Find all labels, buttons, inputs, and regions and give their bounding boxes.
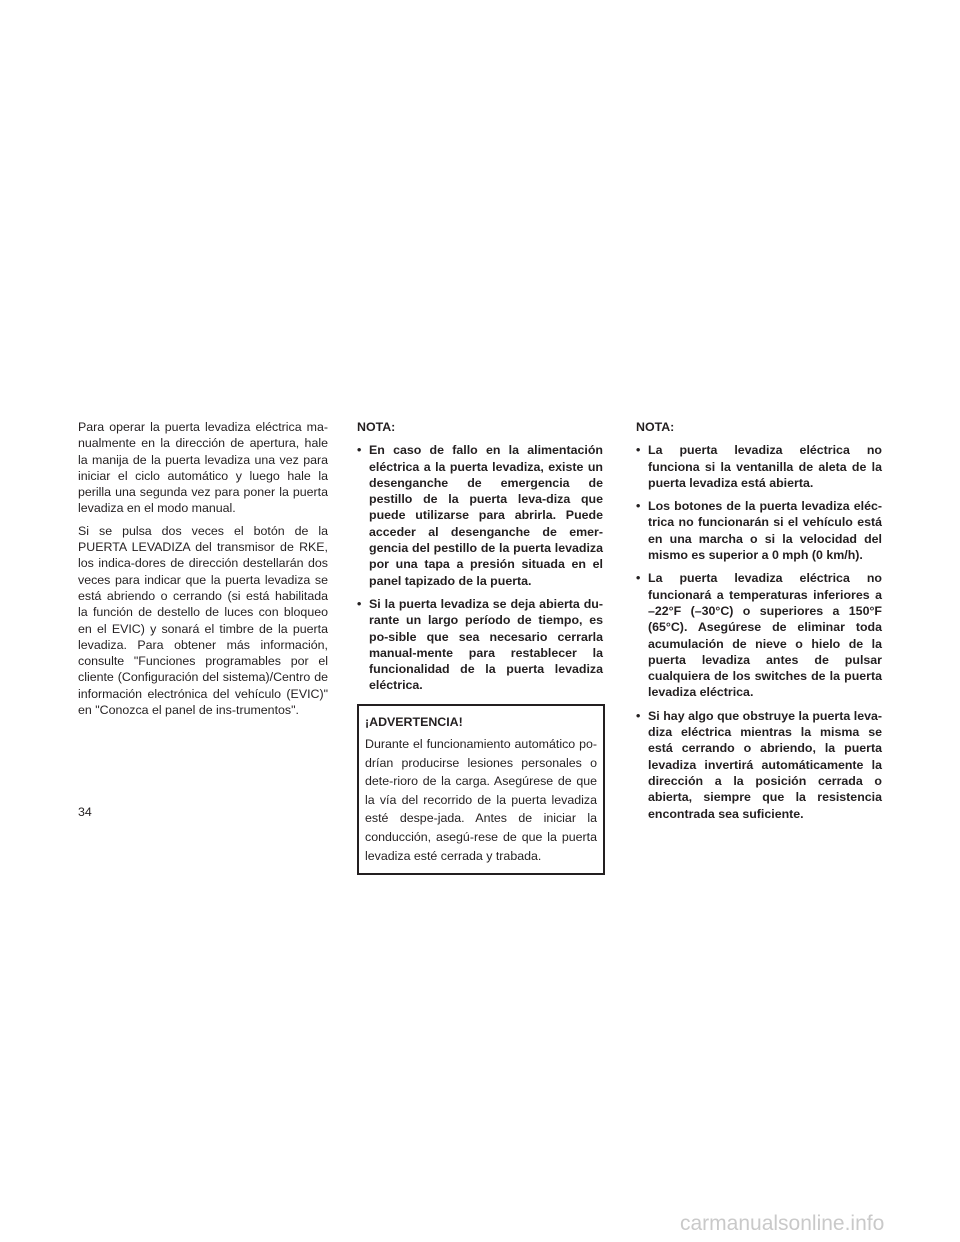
bullet-text: Si hay algo que obstruye la puerta leva-diza eléctrica mientras la misma se está cerrando o abriendo, la puerta levadiza invertirá automáticamente la dirección a la posición cerrada o abierta, siempre que la resistencia encontrada sea suficiente.: [648, 708, 882, 821]
nota-bullet-list: [636, 442, 882, 822]
warning-text: Durante el funcionamiento automático po-drían producirse lesiones personales o dete-rioro de la carga. Asegúrese de que la vía del recorrido de la puerta levadiza esté despe-jada. Antes de iniciar la conducción, asegú-rese de que la puerta levadiza esté cerrada y trabada.: [365, 737, 597, 863]
middle-column: [357, 419, 603, 875]
list-item: [636, 708, 882, 822]
bullet-icon: •: [636, 443, 641, 458]
bullet-text: En caso de fallo en la alimentación eléctrica a la puerta levadiza, existe un desenganche de emergencia de pestillo de la puerta leva-diza que puede utilizarse para abrirla. Puede acceder al desenganche de emer-gencia del pestillo de la puerta levadiza por una tapa a presión situada en el panel tapizado de la puerta.: [369, 443, 603, 588]
list-item: [636, 570, 882, 700]
bullet-icon: •: [636, 708, 641, 723]
warning-title: ¡ADVERTENCIA!: [365, 714, 463, 729]
list-item: [357, 596, 603, 694]
paragraph-rke-double-press: Si se pulsa dos veces el botón de la PUERTA LEVADIZA del transmisor de RKE, los indica-dores de dirección destellarán dos veces para indicar que la puerta levadiza se está abriendo o cerrando (si está habilitada la función de destello de luces con bloqueo en el EVIC) y sonará el timbre de la puerta levadiza. Para obtener más información, consulte "Funciones programables por el cliente (Configuración del sistema)/Centro de información electrónica del vehículo (EVIC)" en "Conozca el panel de ins-trumentos".: [78, 523, 328, 718]
list-item: [636, 498, 882, 563]
left-column: [78, 419, 328, 724]
bullet-icon: •: [357, 443, 362, 458]
bullet-icon: •: [636, 499, 641, 514]
bullet-icon: •: [636, 571, 641, 586]
nota-bullet-list: [357, 442, 603, 693]
warning-box: [357, 704, 605, 875]
paragraph-manual-operation: Para operar la puerta levadiza eléctrica ma-nualmente en la dirección de apertura, hale la manija de la puerta levadiza una vez para iniciar el ciclo automático y luego hale la perilla una segunda vez para poner la puerta levadiza en el modo manual.: [78, 420, 328, 516]
bullet-icon: •: [357, 596, 362, 611]
nota-heading: NOTA:: [636, 420, 675, 434]
watermark: carmanualsonline.info: [680, 1212, 885, 1235]
bullet-text: La puerta levadiza eléctrica no funcionará a temperaturas inferiores a –22°F (–30°C) o superiores a 150°F (65°C). Asegúrese de eliminar toda acumulación de nieve o hielo de la puerta levadiza antes de pulsar cualquiera de los switches de la puerta levadiza eléctrica.: [648, 571, 882, 700]
list-item: [357, 442, 603, 589]
bullet-text: Si la puerta levadiza se deja abierta du-rante un largo período de tiempo, es po-sible que sea necesario cerrarla manual-mente para restablecer la funcionalidad de la puerta levadiza eléctrica.: [369, 596, 603, 693]
right-column: [636, 419, 882, 829]
bullet-text: La puerta levadiza eléctrica no funciona si la ventanilla de aleta de la puerta levadiza está abierta.: [648, 443, 882, 490]
list-item: [636, 442, 882, 491]
page-number: 34: [78, 805, 92, 819]
nota-heading: NOTA:: [357, 420, 396, 434]
bullet-text: Los botones de la puerta levadiza eléc-trica no funcionarán si el vehículo está en una marcha o si la velocidad del mismo es superior a 0 mph (0 km/h).: [648, 499, 882, 563]
